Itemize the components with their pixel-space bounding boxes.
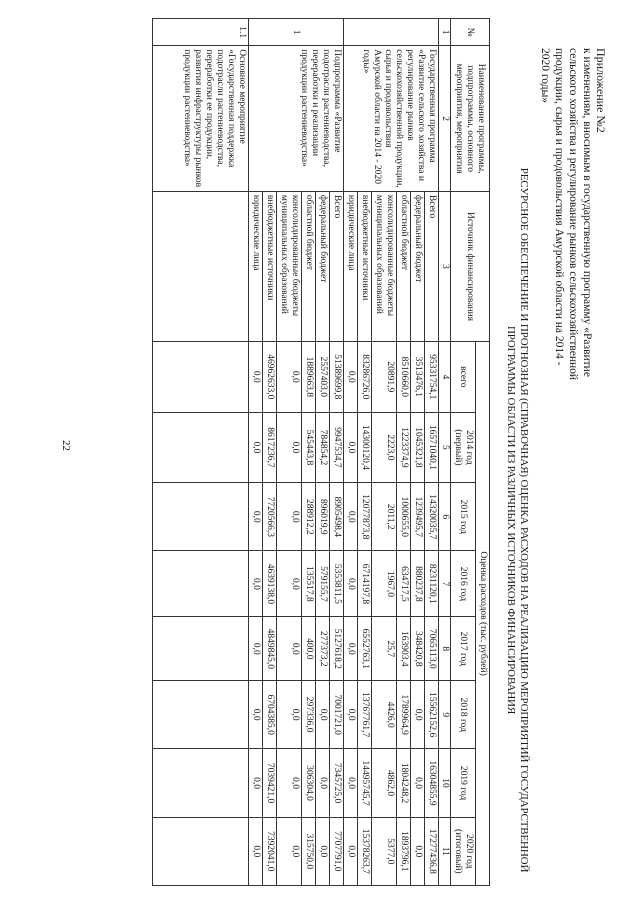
funding-source: юридические лица bbox=[249, 191, 263, 341]
amount-cell: 400,0 bbox=[302, 617, 316, 681]
annex-line: к изменениям, вносимым в государственную программу «Развитие bbox=[581, 48, 593, 377]
amount-cell: 288912,2 bbox=[302, 483, 316, 551]
amount-cell: 297336,0 bbox=[302, 681, 316, 749]
header-source: Источник финансирования bbox=[451, 191, 490, 341]
amount-cell: 5353811,5 bbox=[330, 551, 344, 617]
amount-cell: 7392041,0 bbox=[263, 817, 277, 885]
header-total: всего bbox=[451, 342, 476, 413]
amount-cell: 0,0 bbox=[249, 681, 263, 749]
amount-cell: 0,0 bbox=[249, 749, 263, 817]
amount-cell: 13767761,7 bbox=[358, 681, 372, 749]
amount-cell: 0,0 bbox=[277, 817, 302, 885]
amount-cell: 1000655,0 bbox=[397, 483, 411, 551]
amount-cell: 306304,0 bbox=[302, 749, 316, 817]
table-row bbox=[425, 19, 439, 886]
row-index bbox=[344, 19, 439, 46]
funding-source: Всего bbox=[425, 191, 439, 341]
header-2015: 2015 год bbox=[451, 483, 476, 551]
amount-cell: 7065113,0 bbox=[425, 617, 439, 681]
funding-source: областной бюджет bbox=[302, 191, 316, 341]
amount-cell: 6552763,1 bbox=[358, 617, 372, 681]
funding-source: внебюджетные источники bbox=[358, 191, 372, 341]
amount-cell: 163903,4 bbox=[397, 617, 411, 681]
column-number: 3 bbox=[439, 191, 451, 341]
amount-cell: 17277436,8 bbox=[425, 817, 439, 885]
header-2019: 2019 год bbox=[451, 749, 476, 817]
amount-cell: 4639138,0 bbox=[263, 551, 277, 617]
amount-cell: 1239495,7 bbox=[411, 483, 425, 551]
funding-source: консолидированные бюджеты муниципальных образований bbox=[277, 191, 302, 341]
column-number: 9 bbox=[439, 681, 451, 749]
amount-cell: 7039421,0 bbox=[263, 749, 277, 817]
amount-cell: 4849845,0 bbox=[263, 617, 277, 681]
row-index: 1.1 bbox=[153, 19, 249, 46]
column-number: 8 bbox=[439, 617, 451, 681]
empty-cell bbox=[153, 817, 249, 885]
funding-source: юридические лица bbox=[344, 191, 358, 341]
annex-line: 2020 годы» bbox=[539, 48, 551, 104]
amount-cell: 0,0 bbox=[344, 749, 358, 817]
amount-cell: 0,0 bbox=[344, 681, 358, 749]
empty-cell bbox=[153, 191, 249, 341]
amount-cell: 315750,0 bbox=[302, 817, 316, 885]
header-name: Наименование программы, подпрограммы, основного мероприятия, мероприятия bbox=[451, 46, 490, 192]
funding-source: областной бюджет bbox=[397, 191, 411, 341]
amount-cell: 9947534,7 bbox=[330, 412, 344, 483]
amount-cell: 4426,0 bbox=[372, 681, 397, 749]
column-number: 4 bbox=[439, 342, 451, 413]
amount-cell: 545443,8 bbox=[302, 412, 316, 483]
header-no: № bbox=[451, 19, 490, 46]
header-2016: 2016 год bbox=[451, 551, 476, 617]
amount-cell: 0,0 bbox=[316, 749, 330, 817]
amount-cell: 12077873,8 bbox=[358, 483, 372, 551]
amount-cell: 0,0 bbox=[249, 551, 263, 617]
amount-cell: 277373,2 bbox=[316, 617, 330, 681]
amount-cell: 634717,5 bbox=[397, 551, 411, 617]
funding-source: внебюджетные источники bbox=[263, 191, 277, 341]
amount-cell: 15562152,6 bbox=[425, 681, 439, 749]
empty-cell bbox=[153, 342, 249, 413]
amount-cell: 0,0 bbox=[277, 681, 302, 749]
amount-cell: 0,0 bbox=[344, 483, 358, 551]
header-2017: 2017 год bbox=[451, 617, 476, 681]
amount-cell: 7707791,0 bbox=[330, 817, 344, 885]
program-name: Подпрограмма «Развитие подотрасли растениеводства, переработки и реализации продукции растениеводства» bbox=[249, 46, 344, 192]
empty-cell bbox=[153, 749, 249, 817]
amount-cell: 2557403,0 bbox=[316, 342, 330, 413]
column-numbers-row bbox=[439, 19, 451, 886]
amount-cell: 16304855,9 bbox=[425, 749, 439, 817]
amount-cell: 1893796,1 bbox=[397, 817, 411, 885]
amount-cell: 25,7 bbox=[372, 617, 397, 681]
amount-cell: 579155,7 bbox=[316, 551, 330, 617]
amount-cell: 784854,2 bbox=[316, 412, 330, 483]
expenses-table bbox=[152, 18, 490, 886]
amount-cell: 0,0 bbox=[411, 749, 425, 817]
amount-cell: 16571040,1 bbox=[425, 412, 439, 483]
table-body bbox=[153, 19, 439, 886]
annex-block bbox=[538, 48, 608, 648]
amount-cell: 0,0 bbox=[344, 817, 358, 885]
column-number: 1 bbox=[439, 19, 451, 46]
amount-cell: 0,0 bbox=[277, 617, 302, 681]
amount-cell: 14495745,7 bbox=[358, 749, 372, 817]
annex-title: Приложение №2 bbox=[594, 48, 608, 133]
header-2018: 2018 год bbox=[451, 681, 476, 749]
amount-cell: 0,0 bbox=[277, 483, 302, 551]
document-title: РЕСУРСНОЕ ОБЕСПЕЧЕНИЕ И ПРОГНОЗНАЯ (СПРАВОЧНАЯ) ОЦЕНКА РАСХОДОВ НА РЕАЛИЗАЦИЮ МЕРОПРИЯТИЙ ГОСУДАРСТВЕННОЙ ПРОГРАММЫ ОБЛАСТИ ИЗ РАЗЛИЧНЫХ ИСТОЧНИКОВ ФИНАНСИРОВАНИЯ bbox=[505, 167, 530, 873]
amount-cell: 7345725,0 bbox=[330, 749, 344, 817]
amount-cell: 8617236,7 bbox=[263, 412, 277, 483]
amount-cell: 4862,0 bbox=[372, 749, 397, 817]
amount-cell: 3513476,1 bbox=[411, 342, 425, 413]
amount-cell: 2011,2 bbox=[372, 483, 397, 551]
amount-cell: 880237,8 bbox=[411, 551, 425, 617]
amount-cell: 6714197,8 bbox=[358, 551, 372, 617]
amount-cell: 1045321,8 bbox=[411, 412, 425, 483]
amount-cell: 7001721,0 bbox=[330, 681, 344, 749]
amount-cell: 0,0 bbox=[344, 412, 358, 483]
amount-cell: 1804248,2 bbox=[397, 749, 411, 817]
header-2020: 2020 год (итоговый) bbox=[451, 817, 476, 885]
amount-cell: 46962633,0 bbox=[263, 342, 277, 413]
column-number: 5 bbox=[439, 412, 451, 483]
amount-cell: 14320035,7 bbox=[425, 483, 439, 551]
amount-cell: 0,0 bbox=[344, 342, 358, 413]
header-2014: 2014 год (первый) bbox=[451, 412, 476, 483]
page-number: 22 bbox=[60, 440, 72, 451]
empty-cell bbox=[153, 551, 249, 617]
program-name: Государственная программа «Развитие сельского хозяйства и регулирование рынков сельскохозяйственной продукции, сырья и продовольствия Амурской области на 2014 - 2020 годы» bbox=[344, 46, 439, 192]
amount-cell: 0,0 bbox=[277, 551, 302, 617]
funding-source: федеральный бюджет bbox=[316, 191, 330, 341]
column-number: 6 bbox=[439, 483, 451, 551]
amount-cell: 0,0 bbox=[344, 617, 358, 681]
empty-cell bbox=[153, 617, 249, 681]
amount-cell: 5127618,2 bbox=[330, 617, 344, 681]
amount-cell: 2223,0 bbox=[372, 412, 397, 483]
amount-cell: 0,0 bbox=[316, 681, 330, 749]
funding-source: Всего bbox=[330, 191, 344, 341]
amount-cell: 0,0 bbox=[249, 817, 263, 885]
amount-cell: 0,0 bbox=[249, 483, 263, 551]
column-number: 10 bbox=[439, 749, 451, 817]
amount-cell: 15378263,7 bbox=[358, 817, 372, 885]
amount-cell: 0,0 bbox=[316, 817, 330, 885]
program-name: Основное мероприятие «Государственная поддержка подотрасли растениеводства, переработки ее продукции, развития инфраструктуры рынков продукции растениеводства» bbox=[153, 46, 249, 192]
amount-cell: 0,0 bbox=[277, 412, 302, 483]
table-row bbox=[330, 19, 344, 886]
header-estimate: Оценка расходов (тыс. рублей) bbox=[476, 342, 490, 886]
annex-line: сельского хозяйства и регулирование рынков сельскохозяйственной bbox=[567, 48, 579, 381]
funding-source: федеральный бюджет bbox=[411, 191, 425, 341]
amount-cell: 0,0 bbox=[249, 412, 263, 483]
column-number: 7 bbox=[439, 551, 451, 617]
amount-cell: 896019,9 bbox=[316, 483, 330, 551]
amount-cell: 348420,8 bbox=[411, 617, 425, 681]
amount-cell: 0,0 bbox=[344, 551, 358, 617]
amount-cell: 1889663,8 bbox=[302, 342, 316, 413]
column-number: 11 bbox=[439, 817, 451, 885]
empty-cell bbox=[153, 681, 249, 749]
amount-cell: 7720566,3 bbox=[263, 483, 277, 551]
amount-cell: 1789964,9 bbox=[397, 681, 411, 749]
amount-cell: 0,0 bbox=[411, 681, 425, 749]
empty-cell bbox=[153, 412, 249, 483]
amount-cell: 0,0 bbox=[277, 749, 302, 817]
amount-cell: 14300120,4 bbox=[358, 412, 372, 483]
amount-cell: 1967,0 bbox=[372, 551, 397, 617]
funding-source: консолидированные бюджеты муниципальных образований bbox=[372, 191, 397, 341]
amount-cell: 135517,8 bbox=[302, 551, 316, 617]
amount-cell: 6704385,0 bbox=[263, 681, 277, 749]
column-number: 2 bbox=[439, 46, 451, 192]
row-index: 1 bbox=[249, 19, 344, 46]
amount-cell: 83286726,0 bbox=[358, 342, 372, 413]
table-row bbox=[153, 19, 249, 886]
amount-cell: 8510660,0 bbox=[397, 342, 411, 413]
amount-cell: 51389699,8 bbox=[330, 342, 344, 413]
amount-cell: 20891,9 bbox=[372, 342, 397, 413]
amount-cell: 0,0 bbox=[249, 342, 263, 413]
empty-cell bbox=[153, 483, 249, 551]
amount-cell: 8905498,4 bbox=[330, 483, 344, 551]
amount-cell: 1223374,9 bbox=[397, 412, 411, 483]
amount-cell: 0,0 bbox=[249, 617, 263, 681]
amount-cell: 8231120,1 bbox=[425, 551, 439, 617]
annex-line: продукции, сырья и продовольствия Амурской области на 2014 - bbox=[553, 48, 565, 366]
amount-cell: 95331754,1 bbox=[425, 342, 439, 413]
amount-cell: 0,0 bbox=[277, 342, 302, 413]
amount-cell: 0,0 bbox=[411, 817, 425, 885]
amount-cell: 5377,0 bbox=[372, 817, 397, 885]
